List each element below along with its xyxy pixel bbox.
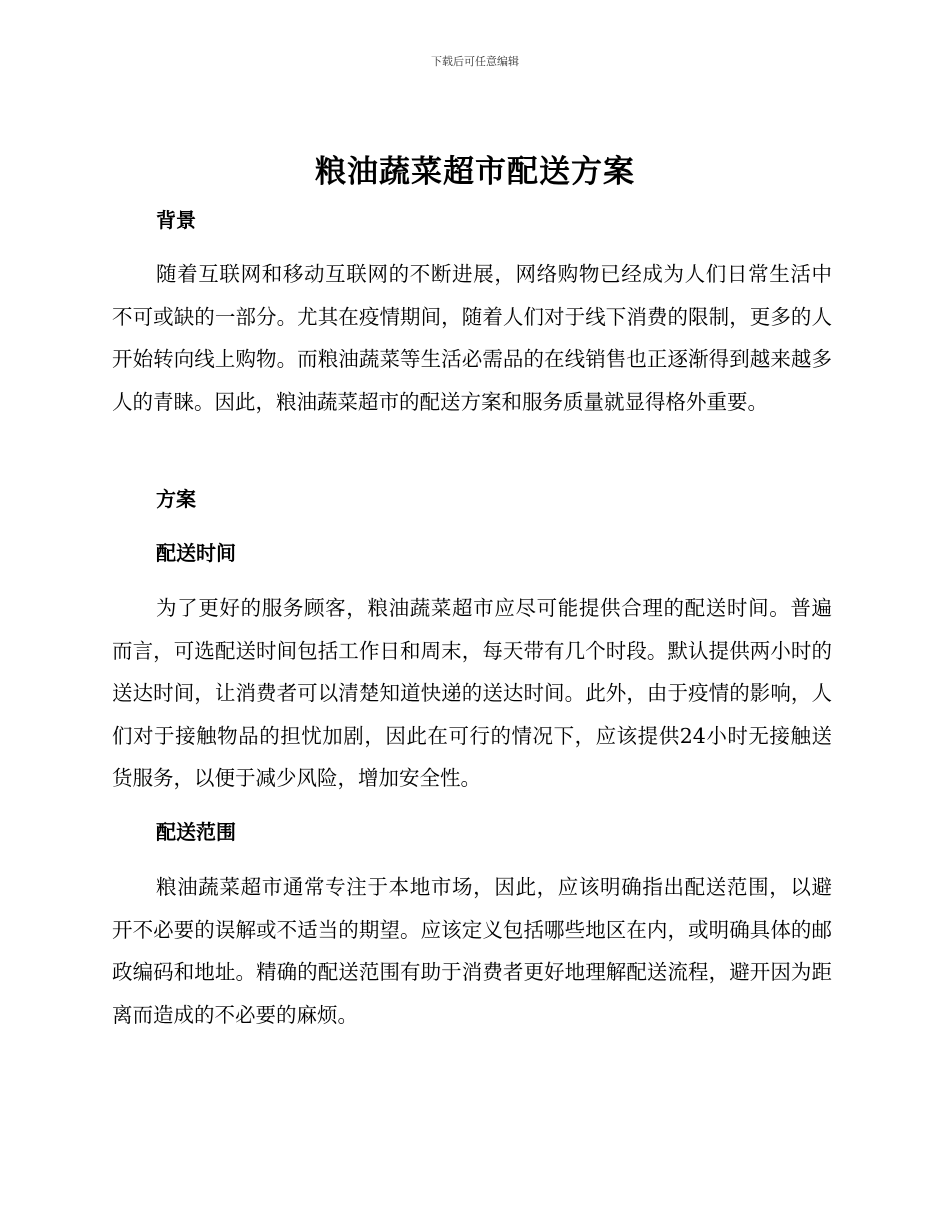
section-heading-delivery-time: 配送时间 [156, 541, 236, 565]
section-paragraph-background: 随着互联网和移动互联网的不断进展，网络购物已经成为人们日常生活中不可或缺的一部分。尤其在疫情期间，随着人们对于线下消费的限制，更多的人开始转向线上购物。而粮油蔬菜等生活必需品的在线销售也正逐渐得到越来越多人的青睐。因此，粮油蔬菜超市的配送方案和服务质量就显得格外重要。 [112, 262, 832, 414]
section-heading-delivery-range: 配送范围 [156, 820, 236, 844]
section-paragraph-delivery-range: 粮油蔬菜超市通常专注于本地市场，因此，应该明确指出配送范围，以避开不必要的误解或不适当的期望。应该定义包括哪些地区在内，或明确具体的邮政编码和地址。精确的配送范围有助于消费者更好地理解配送流程，避开因为距离而造成的不必要的麻烦。 [112, 875, 832, 1027]
section-heading-plan: 方案 [156, 487, 196, 511]
section-heading-background: 背景 [156, 208, 196, 232]
document-title: 粮油蔬菜超市配送方案 [315, 154, 635, 190]
section-paragraph-delivery-time: 为了更好的服务顾客，粮油蔬菜超市应尽可能提供合理的配送时间。普遍而言，可选配送时间包括工作日和周末，每天带有几个时段。默认提供两小时的送达时间，让消费者可以清楚知道快递的送达时间。此外，由于疫情的影响，人们对于接触物品的担忧加剧，因此在可行的情况下，应该提供24小时无接触送货服务，以便于减少风险，增加安全性。 [112, 596, 832, 790]
header-note: 下载后可任意编辑 [431, 55, 519, 68]
